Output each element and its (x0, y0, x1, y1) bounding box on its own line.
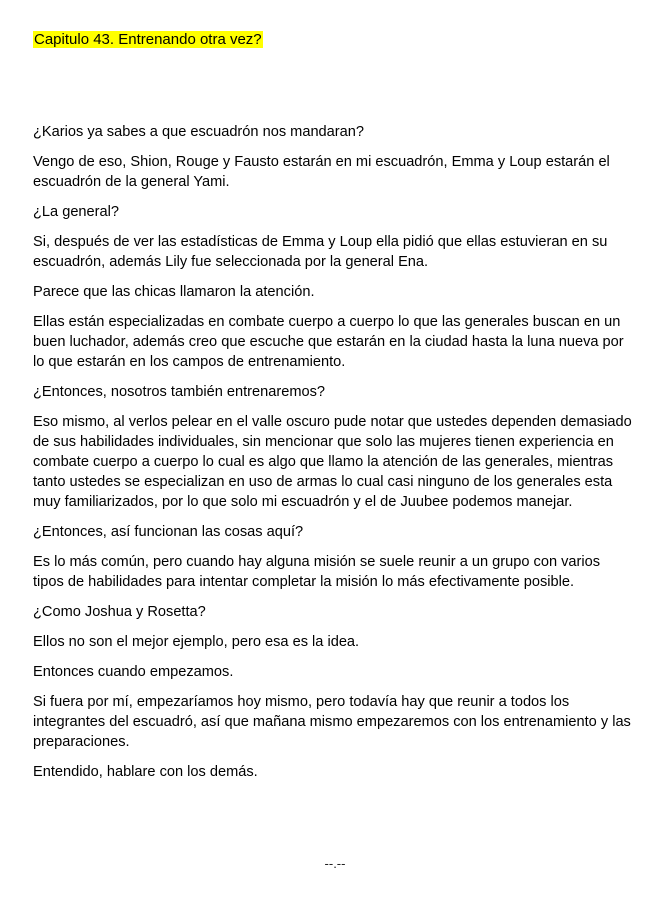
paragraph: ¿Como Joshua y Rosetta? (33, 604, 206, 620)
page-footer-separator: --.-- (324, 856, 346, 871)
paragraph: ¿La general? (33, 204, 120, 220)
paragraph: Entendido, hablare con los demás. (33, 764, 258, 780)
document-body (33, 122, 633, 792)
paragraph: Ellas están especializadas en combate cuerpo a cuerpo lo que las generales buscan en un buen luchador, además creo que escuche que estarán en la ciudad hasta la luna nueva por lo que estarán en los campos de entrenamiento. (33, 314, 624, 370)
paragraph: Eso mismo, al verlos pelear en el valle oscuro pude notar que ustedes dependen demasiado de sus habilidades individuales, sin mencionar que solo las mujeres tienen experiencia en combate cuerpo a cuerpo lo cual es algo que llamo la atención de las generales, mientras tanto ustedes se especializan en uso de armas lo cual casi ninguno de los generales esta muy familiarizados, por lo que solo mi escuadrón y el de Juubee podemos manejar. (33, 414, 632, 510)
paragraph: Ellos no son el mejor ejemplo, pero esa es la idea. (33, 634, 360, 650)
paragraph: Si, después de ver las estadísticas de Emma y Loup ella pidió que ellas estuvieran en su escuadrón, además Lily fue seleccionada por la general Ena. (33, 234, 608, 270)
paragraph: Es lo más común, pero cuando hay alguna misión se suele reunir a un grupo con varios tipos de habilidades para intentar completar la misión lo más efectivamente posible. (33, 554, 601, 590)
paragraph: ¿Entonces, así funcionan las cosas aquí? (33, 524, 304, 540)
paragraph: ¿Karios ya sabes a que escuadrón nos mandaran? (33, 124, 364, 140)
paragraph: Parece que las chicas llamaron la atención. (33, 284, 315, 300)
paragraph: Entonces cuando empezamos. (33, 664, 234, 680)
paragraph: ¿Entonces, nosotros también entrenaremos? (33, 384, 326, 400)
chapter-title (33, 31, 263, 49)
paragraph: Vengo de eso, Shion, Rouge y Fausto estarán en mi escuadrón, Emma y Loup estarán el escuadrón de la general Yami. (33, 154, 610, 190)
paragraph: Si fuera por mí, empezaríamos hoy mismo, pero todavía hay que reunir a todos los integrantes del escuadró, así que mañana mismo empezaremos con los entrenamiento y las preparaciones. (33, 694, 631, 750)
chapter-title-highlight: Capitulo 43. Entrenando otra vez? (34, 31, 262, 48)
